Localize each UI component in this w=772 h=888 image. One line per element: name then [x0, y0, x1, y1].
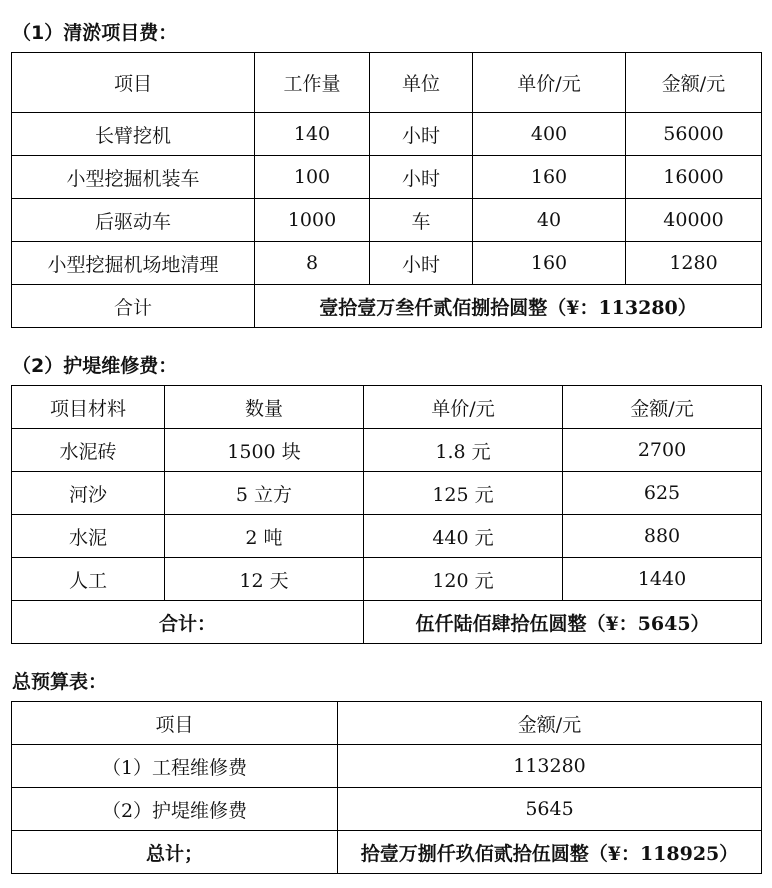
header-cell: 金额/元 [563, 386, 762, 429]
quantity-cell: 5 立方 [165, 472, 364, 515]
material-cell: 河沙 [12, 472, 165, 515]
header-cell: 项目材料 [12, 386, 165, 429]
table-header-row [12, 386, 762, 429]
table-row [12, 788, 762, 831]
section2-title: （2）护堤维修费： [12, 355, 178, 377]
amount-cell: 2700 [563, 429, 762, 472]
amount-cell: 56000 [626, 113, 762, 156]
header-cell: 工作量 [255, 53, 370, 113]
table-row [12, 558, 762, 601]
cleanup-cost-table [11, 52, 762, 328]
header-cell: 金额/元 [338, 702, 762, 745]
total-value: 壹拾壹万叁仟贰佰捌拾圆整（¥：113280） [255, 285, 762, 328]
table-row [12, 242, 762, 285]
item-cell: （1）工程维修费 [12, 745, 338, 788]
price-cell: 440 元 [364, 515, 563, 558]
table-row [12, 429, 762, 472]
quantity-cell: 140 [255, 113, 370, 156]
amount-cell: 880 [563, 515, 762, 558]
table-row [12, 515, 762, 558]
total-row [12, 285, 762, 328]
price-cell: 400 [473, 113, 626, 156]
unit-cell: 车 [370, 199, 473, 242]
material-cell: 水泥 [12, 515, 165, 558]
item-cell: 小型挖掘机场地清理 [12, 242, 255, 285]
header-cell: 项目 [12, 53, 255, 113]
amount-cell: 5645 [338, 788, 762, 831]
unit-cell: 小时 [370, 113, 473, 156]
item-cell: 后驱动车 [12, 199, 255, 242]
table-row [12, 199, 762, 242]
header-cell: 金额/元 [626, 53, 762, 113]
table-row [12, 113, 762, 156]
budget-summary-table [11, 701, 762, 874]
header-cell: 单位 [370, 53, 473, 113]
item-cell: （2）护堤维修费 [12, 788, 338, 831]
section1-title: （1）清淤项目费： [12, 22, 178, 44]
embankment-repair-table [11, 385, 762, 644]
amount-cell: 1440 [563, 558, 762, 601]
quantity-cell: 100 [255, 156, 370, 199]
grand-total-value: 拾壹万捌仟玖佰贰拾伍圆整（¥：118925） [338, 831, 762, 874]
price-cell: 120 元 [364, 558, 563, 601]
price-cell: 1.8 元 [364, 429, 563, 472]
header-cell: 数量 [165, 386, 364, 429]
unit-cell: 小时 [370, 156, 473, 199]
quantity-cell: 12 天 [165, 558, 364, 601]
amount-cell: 625 [563, 472, 762, 515]
table-header-row [12, 702, 762, 745]
quantity-cell: 1500 块 [165, 429, 364, 472]
section3-title: 总预算表： [12, 671, 108, 693]
total-value: 伍仟陆佰肆拾伍圆整（¥：5645） [364, 601, 762, 644]
material-cell: 水泥砖 [12, 429, 165, 472]
price-cell: 160 [473, 242, 626, 285]
header-cell: 项目 [12, 702, 338, 745]
quantity-cell: 8 [255, 242, 370, 285]
total-label: 合计： [12, 601, 364, 644]
total-row [12, 831, 762, 874]
amount-cell: 113280 [338, 745, 762, 788]
item-cell: 小型挖掘机装车 [12, 156, 255, 199]
price-cell: 125 元 [364, 472, 563, 515]
price-cell: 160 [473, 156, 626, 199]
grand-total-label: 总计； [12, 831, 338, 874]
price-cell: 40 [473, 199, 626, 242]
total-label: 合计 [12, 285, 255, 328]
amount-cell: 1280 [626, 242, 762, 285]
material-cell: 人工 [12, 558, 165, 601]
total-row [12, 601, 762, 644]
quantity-cell: 2 吨 [165, 515, 364, 558]
table-row [12, 472, 762, 515]
quantity-cell: 1000 [255, 199, 370, 242]
table-row [12, 156, 762, 199]
amount-cell: 40000 [626, 199, 762, 242]
header-cell: 单价/元 [364, 386, 563, 429]
unit-cell: 小时 [370, 242, 473, 285]
amount-cell: 16000 [626, 156, 762, 199]
item-cell: 长臂挖机 [12, 113, 255, 156]
table-row [12, 745, 762, 788]
table-header-row [12, 53, 762, 113]
header-cell: 单价/元 [473, 53, 626, 113]
